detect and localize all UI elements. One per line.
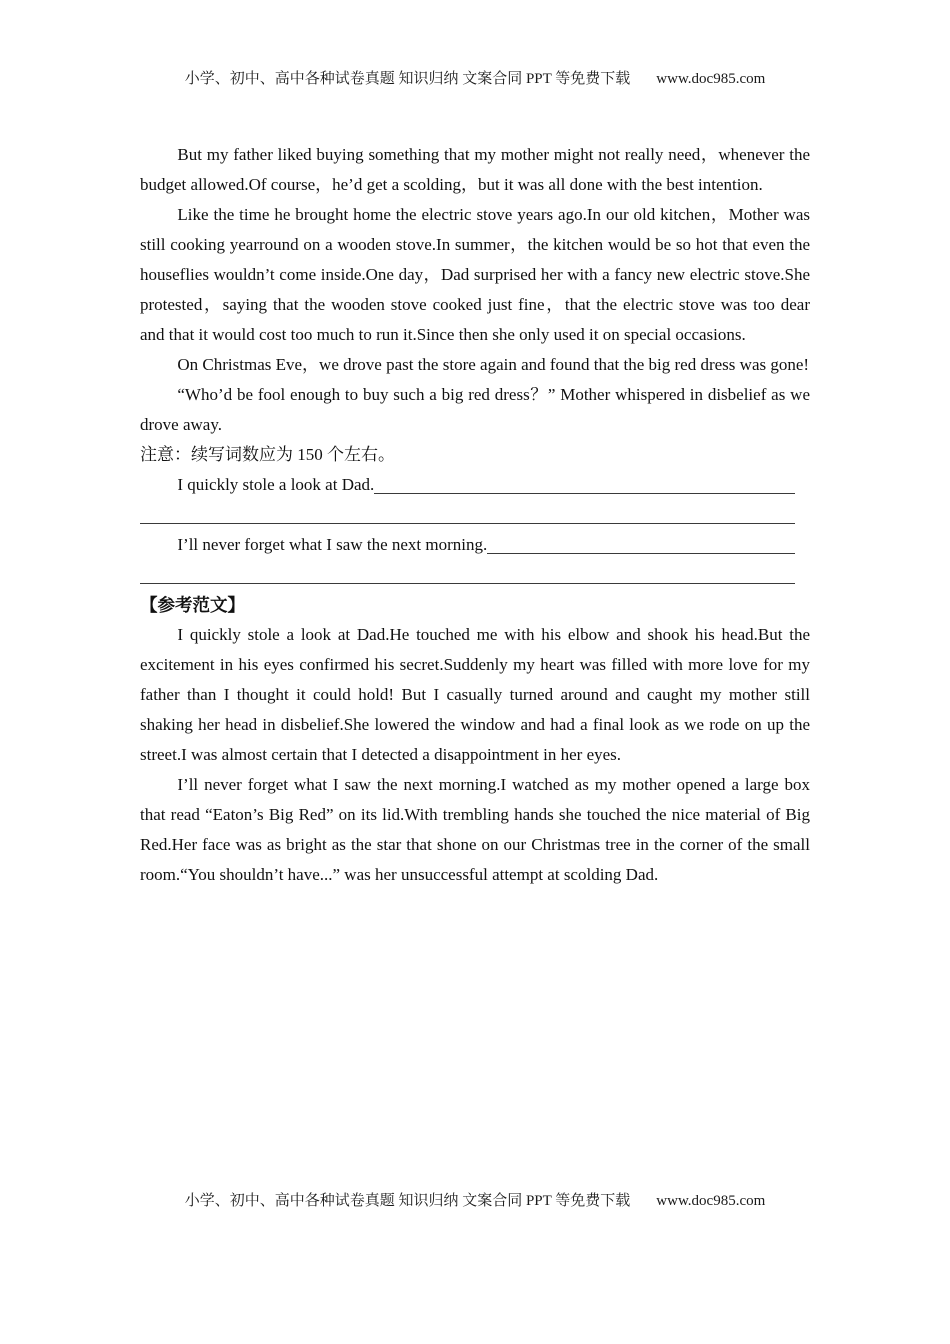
story-paragraph: But my father liked buying something that my mother might not really need，whenever the budget allowed.Of course，he’d get a scolding，but it was all done with the best intention. xyxy=(140,145,810,194)
story-paragraph: Like the time he brought home the electric stove years ago.In our old kitchen，Mother was still cooking yearround on a wooden stove.In summer，the kitchen would be so hot that even the houseflies wouldn’t come inside.One day，Dad surprised her with a fancy new electric stove.She protested，saying that the wooden stove cooked just fine，that the electric stove was too dear and that it would cost too much to run it.Since then she only used it on special occasions. xyxy=(140,205,810,344)
document-body xyxy=(140,140,810,890)
header-text: 小学、初中、高中各种试卷真题 知识归纳 文案合同 PPT 等免费下载 xyxy=(184,71,631,87)
prompt-line-2 xyxy=(140,530,810,560)
reference-heading: 【参考范文】 xyxy=(140,595,245,615)
answer-blank-line xyxy=(374,470,795,494)
reference-paragraph: I quickly stole a look at Dad.He touched me with his elbow and shook his head.But the excitement in his eyes confirmed his secret.Suddenly my heart was filled with more love for my father than I thought it could hold! But I casually turned around and caught my mother still shaking her head in disbelief.She lowered the window and had a final look as we rode on up the street.I was almost certain that I detected a disappointment in her eyes. xyxy=(140,625,810,764)
page-footer xyxy=(0,1192,950,1210)
story-paragraph: “Who’d be fool enough to buy such a big red dress？” Mother whispered in disbelief as we drove away. xyxy=(140,385,810,434)
prompt-line-1 xyxy=(140,470,810,500)
header-url: www.doc985.com xyxy=(656,71,766,87)
prompt-sentence-2: I’ll never forget what I saw the next morning. xyxy=(177,535,488,554)
footer-url: www.doc985.com xyxy=(656,1193,766,1209)
answer-blank-line xyxy=(140,560,795,584)
notice-line: 注意：续写词数应为 150 个左右。 xyxy=(140,445,395,464)
answer-blank-line xyxy=(140,500,795,524)
page-header xyxy=(0,70,950,88)
reference-paragraph: I’ll never forget what I saw the next morning.I watched as my mother opened a large box that read “Eaton’s Big Red” on its lid.With trembling hands she touched the nice material of Big Red.Her face was as bright as the star that shone on our Christmas tree in the corner of the small room.“You shouldn’t have...” was her unsuccessful attempt at scolding Dad. xyxy=(140,775,810,884)
prompt-sentence-1: I quickly stole a look at Dad. xyxy=(177,475,375,494)
story-paragraph: On Christmas Eve，we drove past the store again and found that the big red dress was gone! xyxy=(177,355,810,374)
footer-text: 小学、初中、高中各种试卷真题 知识归纳 文案合同 PPT 等免费下载 xyxy=(184,1193,631,1209)
answer-blank-line xyxy=(487,530,795,554)
